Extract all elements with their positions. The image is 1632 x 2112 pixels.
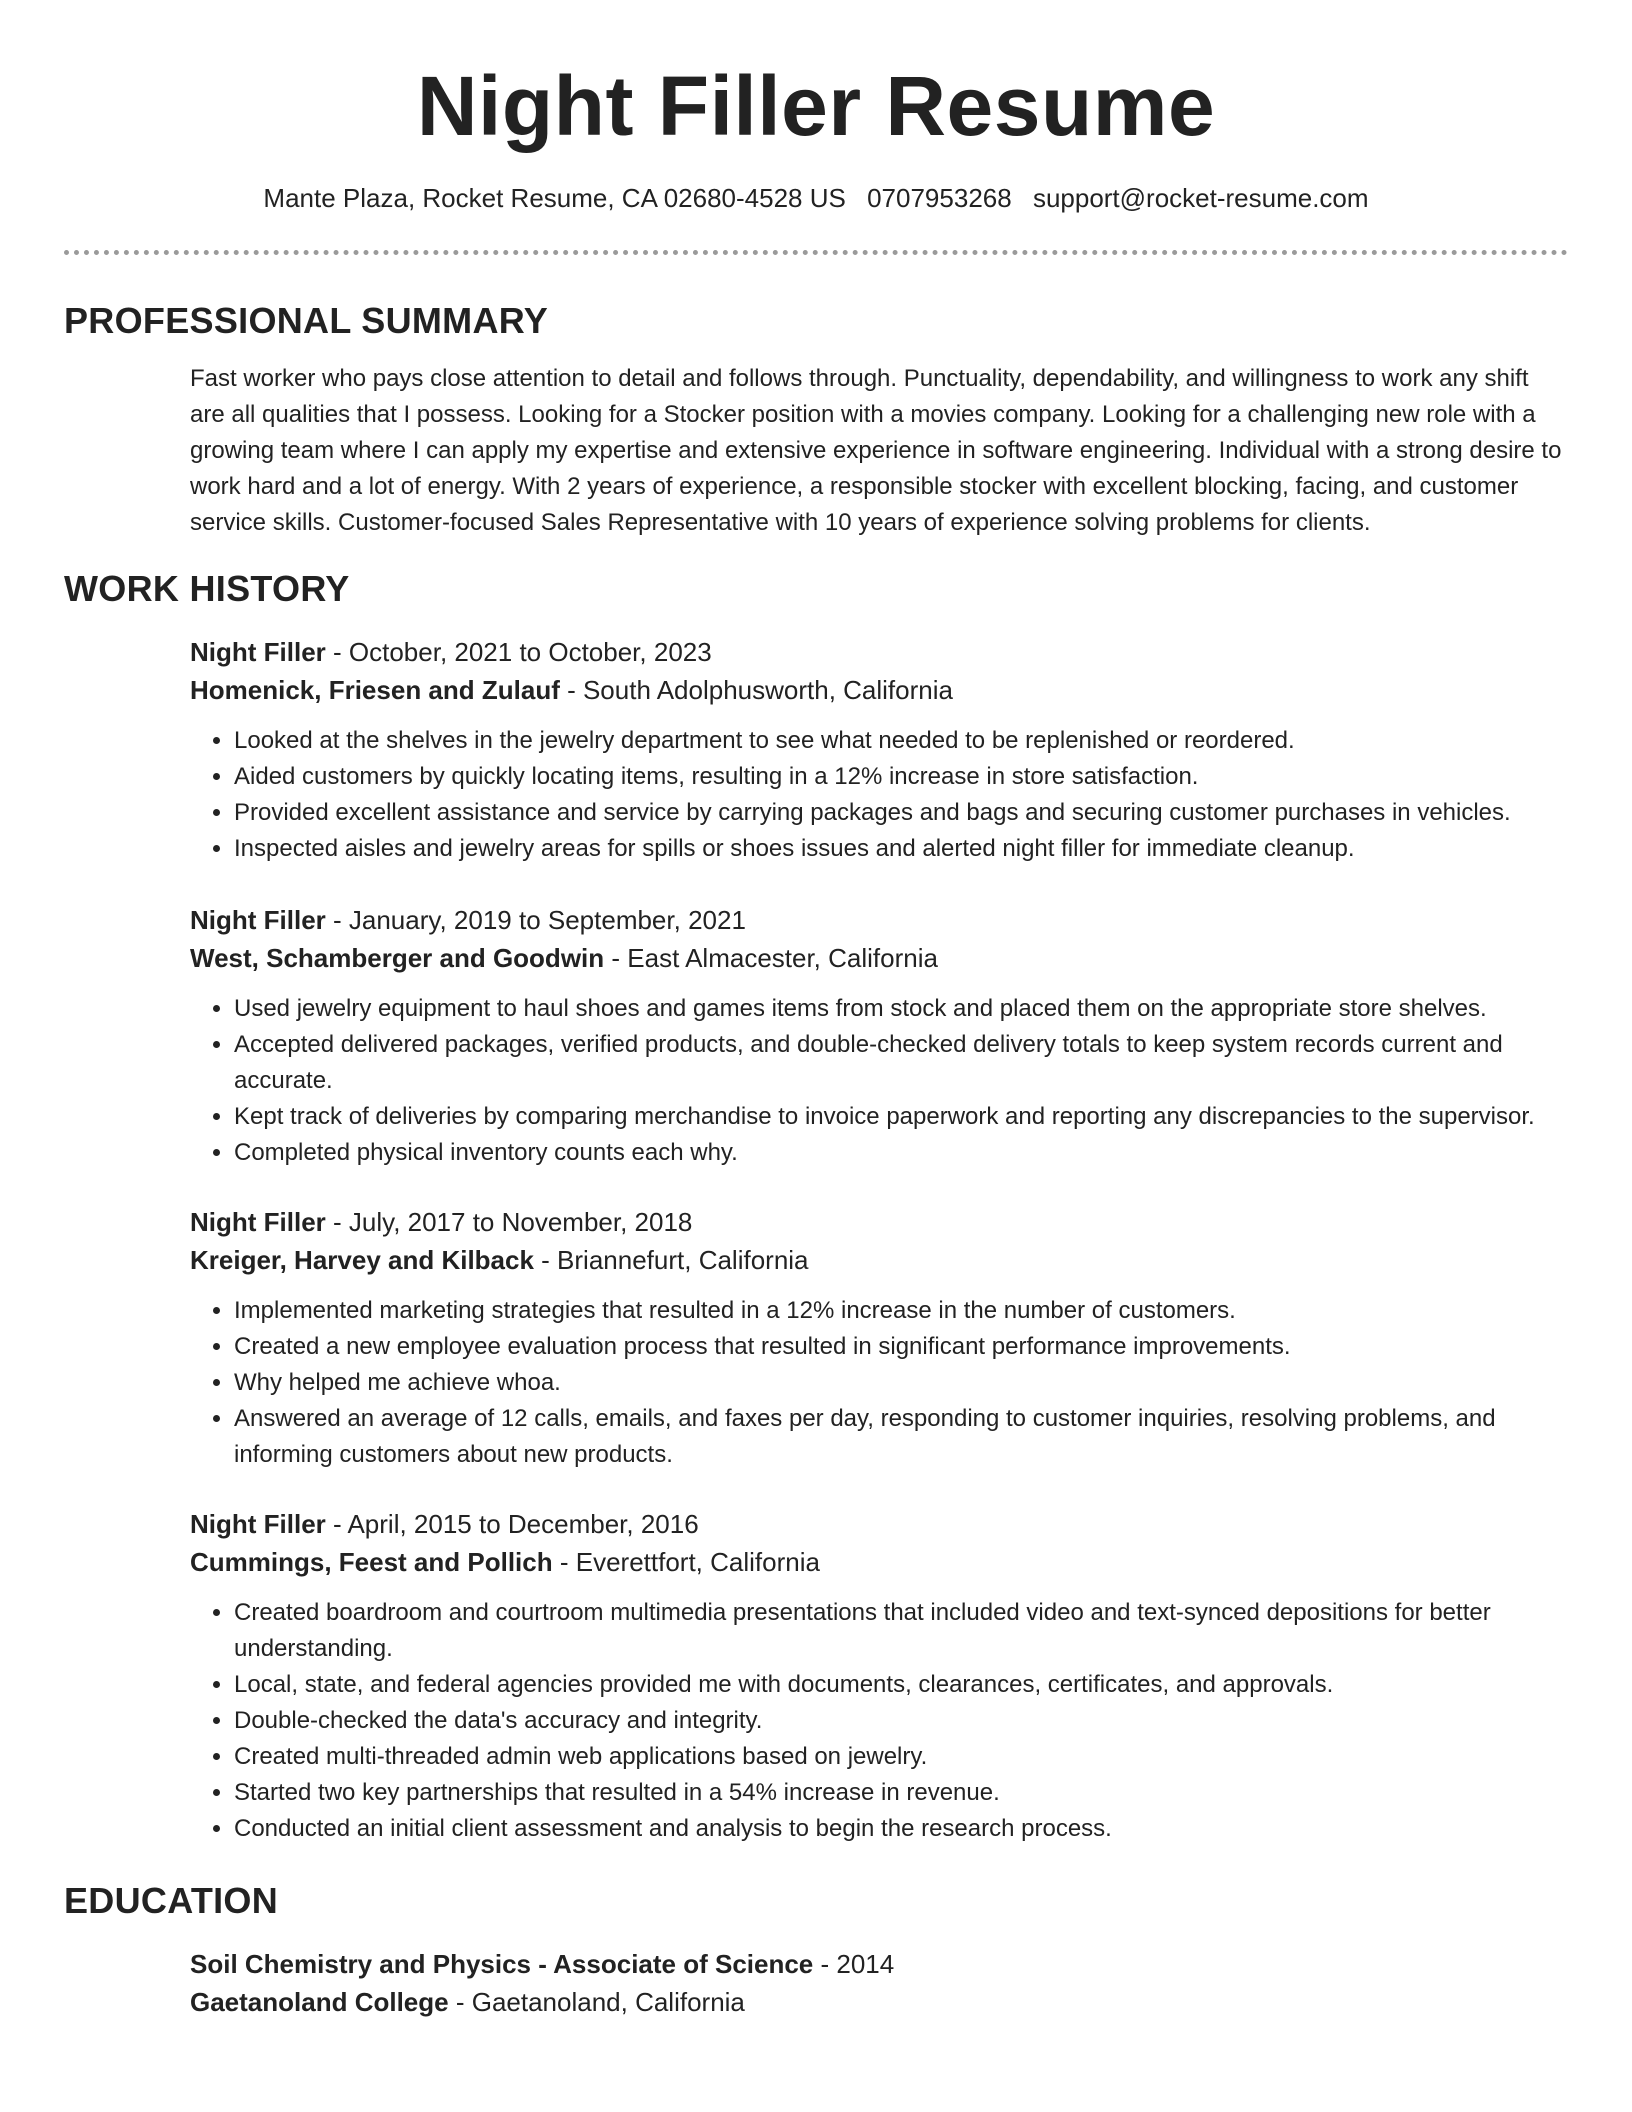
job-title: Night Filler	[190, 905, 326, 935]
job-entry	[190, 901, 1568, 1171]
job-bullet: • Double-checked the data's accuracy and integrity.	[234, 1703, 1568, 1739]
job-title: Night Filler	[190, 1509, 326, 1539]
job-company-line	[190, 939, 1568, 977]
job-bullet: • Completed physical inventory counts each why.	[234, 1135, 1568, 1171]
job-location: - Briannefurt, California	[533, 1245, 809, 1275]
job-title-line	[190, 1505, 1568, 1543]
job-bullet: • Aided customers by quickly locating items, resulting in a 12% increase in store satisfaction.	[234, 759, 1568, 795]
job-location: - South Adolphusworth, California	[559, 675, 953, 705]
job-dates: - April, 2015 to December, 2016	[325, 1509, 699, 1539]
job-company-line	[190, 1543, 1568, 1581]
job-bullet: • Answered an average of 12 calls, emails, and faxes per day, responding to customer inquiries, resolving problems, and informing customers about new products.	[234, 1401, 1568, 1473]
job-company: West, Schamberger and Goodwin	[190, 943, 605, 973]
job-bullet: • Created multi-threaded admin web applications based on jewelry.	[234, 1739, 1568, 1775]
job-dates: - January, 2019 to September, 2021	[325, 905, 746, 935]
school-location: - Gaetanoland, California	[448, 1987, 745, 2017]
job-title: Night Filler	[190, 637, 326, 667]
job-dates: - July, 2017 to November, 2018	[325, 1207, 693, 1237]
job-company: Cummings, Feest and Pollich	[190, 1547, 553, 1577]
job-bullet: • Created a new employee evaluation process that resulted in significant performance improvements.	[234, 1329, 1568, 1365]
school: Gaetanoland College	[190, 1987, 449, 2017]
resume-page	[64, 0, 1568, 2021]
job-location: - East Almacester, California	[604, 943, 938, 973]
job-company-line	[190, 671, 1568, 709]
contact-email: support@rocket-resume.com	[1032, 183, 1369, 213]
summary-text: Fast worker who pays close attention to detail and follows through. Punctuality, dependability, and willingness to work any shift are all qualities that I possess. Looking for a Stocker position with a movies company. Looking for a challenging new role with a growing team where I can apply my expertise and extensive experience in software engineering. Individual with a strong desire to work hard and a lot of energy. With 2 years of experience, a responsible stocker with excellent blocking, facing, and customer service skills. Customer-focused Sales Representative with 10 years of experience solving problems for clients.	[190, 365, 1562, 536]
header-divider	[64, 250, 1568, 255]
contact-line	[64, 180, 1568, 216]
degree-line	[190, 1945, 1568, 1983]
education-heading: EDUCATION	[64, 1880, 279, 1921]
job-bullets	[190, 1595, 1568, 1847]
education-entry	[190, 1945, 1568, 2021]
summary-section	[64, 299, 1568, 541]
job-title-line	[190, 1203, 1568, 1241]
job-bullet: • Kept track of deliveries by comparing merchandise to invoice paperwork and reporting any discrepancies to the supervisor.	[234, 1099, 1568, 1135]
job-title-line	[190, 633, 1568, 671]
work-history-section	[64, 567, 1568, 1847]
contact-address: Mante Plaza, Rocket Resume, CA 02680-4528 US	[263, 183, 846, 213]
job-dates: - October, 2021 to October, 2023	[325, 637, 712, 667]
job-bullet: • Accepted delivered packages, verified products, and double-checked delivery totals to keep system records current and accurate.	[234, 1027, 1568, 1099]
job-bullet: • Why helped me achieve whoa.	[234, 1365, 1568, 1401]
resume-title: Night Filler Resume	[416, 59, 1216, 153]
job-entry	[190, 1505, 1568, 1847]
job-title-line	[190, 901, 1568, 939]
job-bullet: • Started two key partnerships that resulted in a 54% increase in revenue.	[234, 1775, 1568, 1811]
school-line	[190, 1983, 1568, 2021]
summary-heading: PROFESSIONAL SUMMARY	[64, 300, 549, 341]
job-bullets	[190, 1293, 1568, 1473]
job-bullets	[190, 723, 1568, 867]
job-bullet: • Local, state, and federal agencies provided me with documents, clearances, certificates, and approvals.	[234, 1667, 1568, 1703]
work-history-heading: WORK HISTORY	[64, 568, 350, 609]
job-bullets	[190, 991, 1568, 1171]
job-company: Homenick, Friesen and Zulauf	[190, 675, 560, 705]
job-company-line	[190, 1241, 1568, 1279]
job-bullet: • Looked at the shelves in the jewelry department to see what needed to be replenished or reordered.	[234, 723, 1568, 759]
degree-year: - 2014	[813, 1949, 895, 1979]
job-bullet: • Inspected aisles and jewelry areas for spills or shoes issues and alerted night filler for immediate cleanup.	[234, 831, 1568, 867]
job-title: Night Filler	[190, 1207, 326, 1237]
job-location: - Everettfort, California	[552, 1547, 820, 1577]
job-bullet: • Provided excellent assistance and service by carrying packages and bags and securing customer purchases in vehicles.	[234, 795, 1568, 831]
job-company: Kreiger, Harvey and Kilback	[190, 1245, 534, 1275]
job-entry	[190, 633, 1568, 867]
degree: Soil Chemistry and Physics - Associate of Science	[190, 1949, 814, 1979]
job-bullet: • Conducted an initial client assessment and analysis to begin the research process.	[234, 1811, 1568, 1847]
education-section	[64, 1879, 1568, 2021]
job-bullet: • Created boardroom and courtroom multimedia presentations that included video and text-synced depositions for better understanding.	[234, 1595, 1568, 1667]
job-entry	[190, 1203, 1568, 1473]
job-bullet: • Implemented marketing strategies that resulted in a 12% increase in the number of customers.	[234, 1293, 1568, 1329]
contact-phone: 0707953268	[867, 183, 1012, 213]
job-bullet: • Used jewelry equipment to haul shoes and games items from stock and placed them on the appropriate store shelves.	[234, 991, 1568, 1027]
